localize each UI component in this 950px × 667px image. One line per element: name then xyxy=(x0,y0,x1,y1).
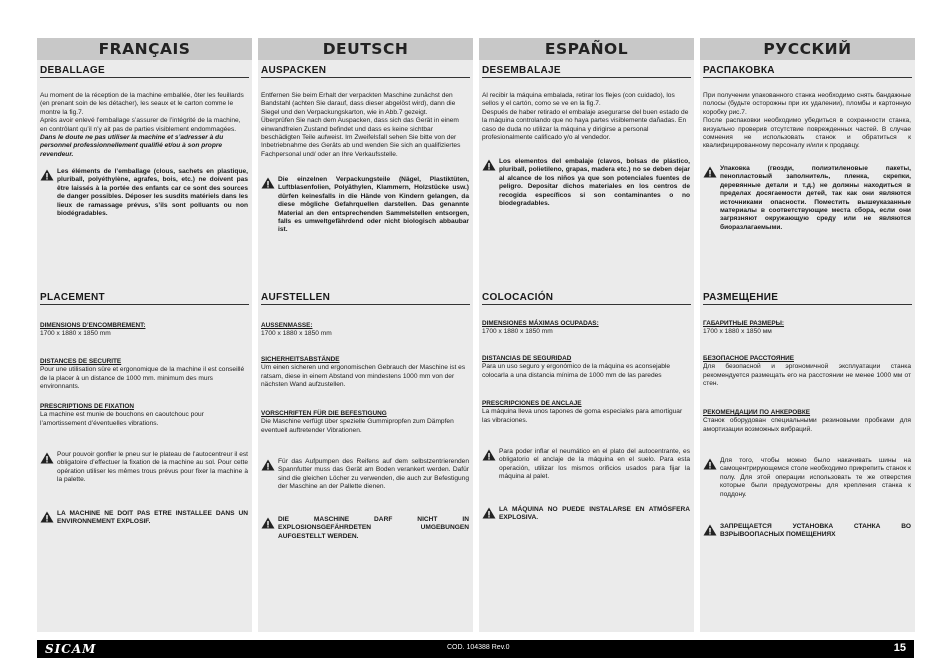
anchoring-warning xyxy=(261,458,469,492)
distances-text: Для безопасной и эргономичной эксплуатации станка рекомендуется размещать его на расстоянии не менее 1000 мм от стен. xyxy=(703,363,911,388)
explosive-warning xyxy=(261,516,469,541)
language-header: DEUTSCH xyxy=(258,38,473,60)
section-title-unpacking: DEBALLAGE xyxy=(40,65,249,78)
fixing-text: La máquina lleva unos tapones de goma especiales para amortiguar las vibraciones. xyxy=(482,408,683,424)
page-number: 15 xyxy=(893,642,906,654)
dimensions-value: 1700 x 1880 x 1850 мм xyxy=(703,328,772,336)
document-code: COD. 104388 Rev.0 xyxy=(447,644,510,651)
page-footer xyxy=(37,640,914,658)
language-header: РУССКИЙ xyxy=(700,38,915,60)
unpacking-text xyxy=(40,92,248,159)
warning-triangle-icon xyxy=(261,177,275,189)
unpacking-paragraph-1: При получении упакованного станка необходимо снять бандажные полосы (будьте осторожны при их удалении), пломбы и картонную коробку рис.7. xyxy=(703,92,911,116)
warning-triangle-icon xyxy=(261,517,275,529)
packaging-warning xyxy=(482,158,690,208)
fixing-block xyxy=(40,403,248,428)
unpacking-paragraph-1: Entfernen Sie beim Erhalt der verpackten Maschine zunächst den Bandstahl (achten Sie darauf, dass dieser abgelöst wird), dann die Siegel und den Verpackungskarton, wie in Abb.7 gezeigt. xyxy=(261,92,456,116)
fixing-block xyxy=(261,410,469,435)
warning-triangle-icon xyxy=(40,169,54,181)
distances-text: Pour une utilisation sûre et ergonomique de la machine il est conseillé de la placer à un distance de 1000 mm. minimum des murs environnants. xyxy=(40,366,245,391)
warning-triangle-icon xyxy=(261,459,275,471)
fixing-block xyxy=(482,400,690,425)
distances-text: Para un uso seguro y ergonómico de la máquina es aconsejable colocarla a una distancia mínima de 1000 mm de las paredes xyxy=(482,363,671,379)
fixing-text: Станок оборудован специальными резиновыми пробками для амортизации возможных вибраций. xyxy=(703,417,911,433)
unpacking-text xyxy=(261,92,469,159)
distances-subtitle: БЕЗОПАСНОЕ РАССТОЯНИЕ xyxy=(703,355,794,362)
column-german xyxy=(258,38,473,632)
warning-triangle-icon xyxy=(482,449,496,461)
warning-text: Für das Aufpumpen des Reifens auf dem selbstzentrierenden Spannfutter muss das Gerät am Boden verankert werden. Dafür sind die gleichen Löcher zu verwenden, die auch zur Befestigung der Maschine an der Pallette dienen. xyxy=(278,458,469,491)
dimensions-subtitle: AUSSENMASSE: xyxy=(261,322,313,329)
distances-block xyxy=(482,355,690,380)
fixing-subtitle: PRESCRIPCIONES DE ANCLAJE xyxy=(482,400,582,407)
distances-block xyxy=(703,355,911,389)
section-title-placement: PLACEMENT xyxy=(40,292,249,305)
dimensions-value: 1700 x 1880 x 1850 mm xyxy=(40,330,111,338)
dimensions-subtitle: DIMENSIONS D’ENCOMBREMENT: xyxy=(40,322,146,329)
dimensions-block xyxy=(261,322,469,339)
anchoring-warning xyxy=(482,448,690,482)
explosive-warning xyxy=(40,510,248,527)
fixing-subtitle: РЕКОМЕНДАЦИИ ПО АНКЕРОВКЕ xyxy=(703,409,811,416)
warning-triangle-icon xyxy=(482,159,496,171)
unpacking-paragraph-2: Après avoir enlevé l’emballage s’assurer de l’intégrité de la machine, en contrôlant qu’il n’y ait pas de parties visiblement endommagées. xyxy=(40,117,241,133)
unpacking-paragraph-2: После распаковки необходимо убедиться в сохранности станка, визуально проверив отсутствие поврежденных частей. В случае сомнения не использовать станок и обратиться к квалифицированному персоналу и/или к продавцу. xyxy=(703,117,911,150)
warning-text: Pour pouvoir gonfler le pneu sur le plateau de l’autocentreur il est obligatoire d’effectuer la fixation de la machine au sol. Pour cette opération utiliser les mêmes trous prévus pour fixer la machine à la palette. xyxy=(57,451,248,484)
section-title-unpacking: DESEMBALAJE xyxy=(482,65,691,78)
warning-text: Les éléments de l’emballage (clous, sachets en plastique, pluriball, polyéthylène, agrafes, bois, etc.) ne doivent pas être laissés à la portée des enfants car ce sont des sources de danger possibles. Déposer les susdits matériels dans les lieux de ramassage prévus, s’ils sont polluants ou non biodégradables. xyxy=(57,168,248,218)
distances-subtitle: SICHERHEITSABSTÄNDE xyxy=(261,356,340,363)
column-spanish xyxy=(479,38,694,632)
warning-text: ЗАПРЕЩАЕТСЯ УСТАНОВКА СТАНКА ВО ВЗРЫВООПАСНЫХ ПОМЕЩЕНИЯХ xyxy=(720,523,911,539)
dimensions-block xyxy=(703,320,911,337)
anchoring-warning xyxy=(703,457,911,499)
section-title-placement: COLOCACIÓN xyxy=(482,292,691,305)
warning-triangle-icon xyxy=(703,166,717,178)
warning-text: LA MÁQUINA NO PUEDE INSTALARSE EN ATMÓSFERA EXPLOSIVA. xyxy=(499,506,690,522)
language-header: ESPAÑOL xyxy=(479,38,694,60)
packaging-warning xyxy=(40,168,248,218)
section-title-unpacking: РАСПАКОВКА xyxy=(703,65,912,78)
brand-logo: SICAM xyxy=(45,642,97,656)
fixing-subtitle: VORSCHRIFTEN FÜR DIE BEFESTIGUNG xyxy=(261,410,387,417)
column-russian xyxy=(700,38,915,632)
fixing-text: La machine est munie de bouchons en caoutchouc pour l’amortissement d’éventuelles vibrations. xyxy=(40,411,204,427)
unpacking-text xyxy=(703,92,911,151)
warning-text: Los elementos del embalaje (clavos, bolsas de plástico, pluriball, polietileno, grapas, madera etc.) no se deben dejar al alcance de los niños ya que son potenciales fuentes de peligro. Depositar dichos materiales en los centros de recogida específicos si son contaminantes o no biodegradables. xyxy=(499,158,690,208)
packaging-warning xyxy=(261,176,469,235)
dimensions-block xyxy=(40,322,248,339)
section-title-placement: РАЗМЕЩЕНИЕ xyxy=(703,292,912,305)
fixing-block xyxy=(703,409,911,434)
unpacking-paragraph-2: Überprüfen Sie nach dem Auspacken, dass sich das Gerät in einem einwandfreien Zustand befindet und dass es keine sichtbar beschädigten Teile aufweist. Im Zweifelsfall sehen Sie bitte von der Inbetriebnahme des Geräts ab und wenden Sie sich an qualifiziertes Fachpersonal und/ oder an Ihre Verkaufsstelle. xyxy=(261,117,461,158)
fixing-text: Die Maschine verfügt über spezielle Gummipropfen zum Dämpfen eventuell auftretender Vibrationen. xyxy=(261,418,454,434)
explosive-warning xyxy=(703,523,911,540)
dimensions-block xyxy=(482,320,690,337)
warning-text: DIE MASCHINE DARF NICHT IN EXPLOSIONSGEFÄHRDETEN UMGEBUNGEN AUFGESTELLT WERDEN. xyxy=(278,516,469,540)
dimensions-subtitle: ГАБАРИТНЫЕ РАЗМЕРЫ: xyxy=(703,320,785,327)
explosive-warning xyxy=(482,506,690,523)
distances-subtitle: DISTANCES DE SECURITE xyxy=(40,358,122,365)
warning-triangle-icon xyxy=(703,458,717,470)
distances-block xyxy=(40,358,248,392)
unpacking-paragraph-2: Después de haber retirado el embalaje asegurarse del buen estado de la máquina controlando que no haya partes visiblemente dañadas. En caso de duda no utilizar la máquina y dirigirse a personal profesionalmente calificado y/o al vendedor. xyxy=(482,108,689,142)
anchoring-warning xyxy=(40,451,248,485)
warning-triangle-icon xyxy=(40,511,54,523)
warning-triangle-icon xyxy=(482,507,496,519)
unpacking-paragraph-1: Au moment de la réception de la machine emballée, ôter les feuillards (en prenant soin de les détacher), les seaux et le carton comme le montre la fig.7. xyxy=(40,92,244,116)
unpacking-paragraph-3: Dans le doute ne pas utiliser la machine et s’adresser à du personnel professionnellement qualifié et/ou à son propre revendeur. xyxy=(40,134,224,158)
warning-text: Упаковка (гвозди, полиэтиленовые пакеты, пенопластовый заполнитель, пленка, скрепки, деревянные детали и т.д.) не должны находиться в пределах досягаемости детей, так как они являются источниками опасности. Поместить вышеуказанные материалы в соответствующие места сбора, если они загрязняют окружающую среду или не являются биоразлагаемыми. xyxy=(720,165,911,231)
warning-text: Для того, чтобы можно было накачивать шины на самоцентрирующемся столе необходимо прикрепить станок к полу. Для этой операции использовать те же отверстия которые были предусмотрены для крепления станка к поддону. xyxy=(720,457,911,498)
warning-triangle-icon xyxy=(703,524,717,536)
section-title-placement: AUFSTELLEN xyxy=(261,292,470,305)
unpacking-text xyxy=(482,92,690,142)
warning-text: LA MACHINE NE DOIT PAS ETRE INSTALLEE DANS UN ENVIRONNEMENT EXPLOSIF. xyxy=(57,510,248,526)
warning-text: Para poder inflar el neumático en el plato del autocentrante, es obligatorio el anclaje de la máquina en el suelo. Para esta operación, utilizar los mismos orificios usados para fijar la máquina al palet. xyxy=(499,448,690,481)
dimensions-subtitle: DIMENSIONES MÁXIMAS OCUPADAS: xyxy=(482,320,599,327)
distances-text: Um einen sicheren und ergonomischen Gebrauch der Maschine ist es ratsam, diese in einem Abstand von mindestens 1000 mm von der nächsten Wand aufzustellen. xyxy=(261,364,466,389)
distances-subtitle: DISTANCIAS DE SEGURIDAD xyxy=(482,355,572,362)
unpacking-paragraph-1: Al recibir la máquina embalada, retirar los flejes (con cuidado), los sellos y el cartón, como se ve en la fig.7. xyxy=(482,92,675,108)
fixing-subtitle: PRESCRIPTIONS DE FIXATION xyxy=(40,403,134,410)
warning-triangle-icon xyxy=(40,452,54,464)
dimensions-value: 1700 x 1880 x 1850 mm xyxy=(482,328,553,336)
column-french xyxy=(37,38,252,632)
distances-block xyxy=(261,356,469,390)
warning-text: Die einzelnen Verpackungsteile (Nägel, Plastiktüten, Luftblasenfolien, Polyäthylen, Klammern, Holzstücke usw.) dürfen keinesfalls in die Hände von Kindern gelangen, da diese mögliche Gefahrquellen darstellen. Das genannte Material an den entsprechenden Sammelstellen entsorgen, falls es umweltgefährdend oder nicht biologisch abbaubar ist. xyxy=(278,176,469,234)
packaging-warning xyxy=(703,165,911,232)
section-title-unpacking: AUSPACKEN xyxy=(261,65,470,78)
dimensions-value: 1700 x 1880 x 1850 mm xyxy=(261,330,332,338)
language-header: FRANÇAIS xyxy=(37,38,252,60)
